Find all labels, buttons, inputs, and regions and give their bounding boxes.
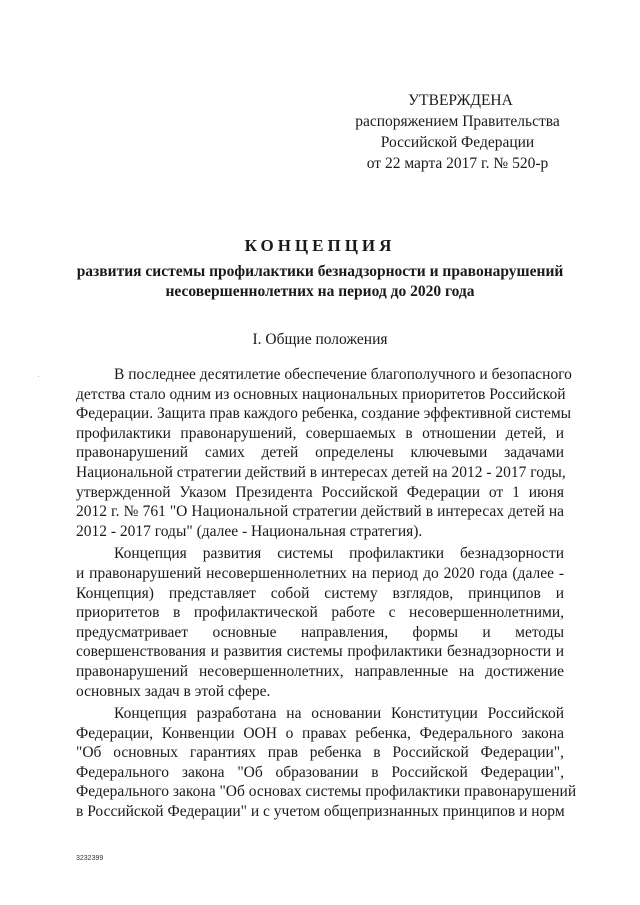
document-number: 3232399 — [76, 855, 104, 862]
text-line: Концепция развития системы профилактики безнадзорности — [114, 545, 564, 563]
text-line: правонарушений самих детей определены ключевыми задачами — [76, 444, 564, 462]
scan-artifact — [38, 376, 39, 377]
text-line: детства стало одним из основных национальных приоритетов Российской — [76, 385, 566, 403]
text-line: правонарушений несовершеннолетних, направленные на достижение — [76, 662, 564, 680]
text-line: предусматривает основные направления, формы и методы — [76, 623, 564, 641]
approval-issuer: распоряжением Правительства — [355, 113, 560, 130]
document-title: КОНЦЕПЦИЯ — [244, 236, 396, 255]
text-line: утвержденной Указом Президента Российской Федерации от 1 июня — [76, 483, 564, 501]
approval-issuer-country: Российской Федерации — [380, 134, 535, 151]
text-line: приоритетов в профилактической работе с несовершеннолетними, — [76, 604, 564, 622]
paragraph — [76, 365, 572, 541]
text-line: Концепция разработана на основании Конституции Российской — [114, 705, 564, 723]
paragraph — [76, 544, 564, 701]
text-line: 2012 - 2017 годы" (далее - Национальная стратегия). — [76, 522, 423, 540]
subtitle-line: несовершеннолетних на период до 2020 года — [165, 283, 475, 300]
text-line: основных задач в этой сфере. — [76, 682, 271, 700]
approval-date-number: от 22 марта 2017 г. № 520-р — [366, 155, 549, 172]
text-line: совершенствования и развития системы профилактики безнадзорности и — [76, 643, 564, 661]
document-subtitle — [40, 262, 600, 302]
text-line: Федерации. Защита прав каждого ребенка, создание эффективной системы — [76, 405, 572, 423]
section-heading: I. Общие положения — [252, 331, 388, 348]
paragraph — [76, 704, 577, 822]
subtitle-line: развития системы профилактики безнадзорности и правонарушений — [76, 263, 564, 280]
approval-stamp — [340, 90, 575, 174]
text-line: Федерального закона "Об основах системы профилактики правонарушений — [76, 783, 577, 801]
text-line: Федерации, Конвенции ООН о правах ребенка, Федерального закона — [76, 724, 564, 742]
approval-title: УТВЕРЖДЕНА — [408, 92, 513, 109]
text-line: 2012 г. № 761 "О Национальной стратегии действий в интересах детей на — [76, 503, 564, 521]
text-line: Концепция) представляет собой систему взглядов, принципов и — [76, 584, 564, 602]
text-line: В последнее десятилетие обеспечение благополучного и безопасного — [114, 366, 572, 383]
text-line: "Об основных гарантиях прав ребенка в Российской Федерации", — [76, 744, 564, 762]
document-body — [76, 365, 577, 822]
text-line: и правонарушений несовершеннолетних на период до 2020 года (далее - — [76, 564, 564, 582]
text-line: Федерального закона "Об образовании в Российской Федерации", — [76, 763, 564, 781]
text-line: в Российской Федерации" и с учетом общепризнанных принципов и норм — [76, 803, 565, 821]
text-line: Национальной стратегии действий в интересах детей на 2012 - 2017 годы, — [76, 463, 566, 481]
text-line: профилактики правонарушений, совершаемых в отношении детей, и — [76, 424, 564, 442]
